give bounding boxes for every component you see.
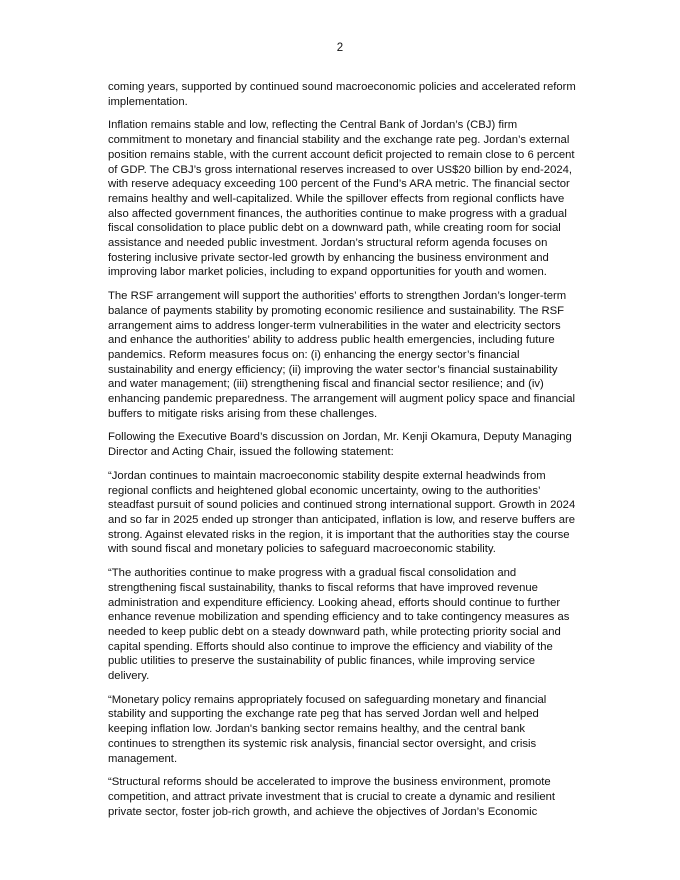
paragraph-statement-structural: “Structural reforms should be accelerated to improve the business environment, promote competition, and attract private investment that is crucial to create a dynamic and resilient private sector, foster job-rich growth, and achieve the objectives of Jordan’s Economic xyxy=(108,776,556,818)
paragraph-statement-monetary: “Monetary policy remains appropriately focused on safeguarding monetary and financial stability and supporting the exchange rate peg that has served Jordan well and helped keeping inflation low. Jordan's banking sector remains healthy, and the central bank continues to strengthen its systemic risk analysis, financial sector oversight, and crisis management. xyxy=(108,693,547,765)
paragraph-board-discussion: Following the Executive Board’s discussion on Jordan, Mr. Kenji Okamura, Deputy Managing Director and Acting Chair, issued the following statement: xyxy=(108,431,572,459)
paragraph-statement-stability: “Jordan continues to maintain macroeconomic stability despite external headwinds from regional conflicts and heightened global economic uncertainty, owing to the authorities’ steadfast pursuit of sound policies and continued strong international support. Growth in 2024 and so far in 2025 ended up stronger than anticipated, inflation is low, and reserve buffers are strong. Against elevated risks in the region, it is important that the authorities stay the course with sound fiscal and monetary policies to safeguard macroeconomic stability. xyxy=(108,469,576,556)
paragraph-inflation: Inflation remains stable and low, reflecting the Central Bank of Jordan’s (CBJ) firm commitment to monetary and financial stability and the exchange rate peg. Jordan’s external position remains stable, with the current account deficit projected to remain close to 6 percent of GDP. The CBJ’s gross international reserves increased to over US$20 billion by end-2024, with reserve adequacy exceeding 100 percent of the Fund’s ARA metric. The financial sector remains healthy and well-capitalized. While the spillover effects from regional conflicts have also affected government finances, the authorities continue to make progress with a gradual fiscal consolidation to place public debt on a downward path, while creating room for social assistance and needed public investment. Jordan’s structural reform agenda focuses on fostering inclusive private sector-led growth by enhancing the business environment and improving labor market policies, including to expand opportunities for youth and women. xyxy=(108,119,575,279)
page-number: 2 xyxy=(336,42,344,54)
paragraph-continuation: coming years, supported by continued sound macroeconomic policies and accelerated reform implementation. xyxy=(108,81,576,108)
paragraph-statement-fiscal: “The authorities continue to make progress with a gradual fiscal consolidation and strengthening fiscal sustainability, thanks to fiscal reforms that have improved revenue administration and expenditure efficiency. Looking ahead, efforts should continue to further enhance revenue mobilization and spending efficiency and to take contingency measures as needed to keep public debt on a steady downward path, while protecting priority social and capital spending. Efforts should also continue to improve the efficiency and viability of the public utilities to preserve the sustainability of public finances, while improving service delivery. xyxy=(108,567,570,683)
document-body xyxy=(108,80,576,828)
paragraph-rsf-arrangement: The RSF arrangement will support the authorities’ efforts to strengthen Jordan’s longer-term balance of payments stability by promoting economic resilience and sustainability. The RSF arrangement aims to address longer-term vulnerabilities in the water and electricity sectors and enhance the authorities’ ability to address public health emergencies, including future pandemics. Reform measures focus on: (i) enhancing the energy sector’s financial sustainability and energy efficiency; (ii) improving the water sector’s financial sustainability and water management; (iii) strengthening fiscal and financial sector resilience; and (iv) enhancing pandemic preparedness. The arrangement will augment policy space and financial buffers to mitigate risks arising from these challenges. xyxy=(108,290,576,420)
